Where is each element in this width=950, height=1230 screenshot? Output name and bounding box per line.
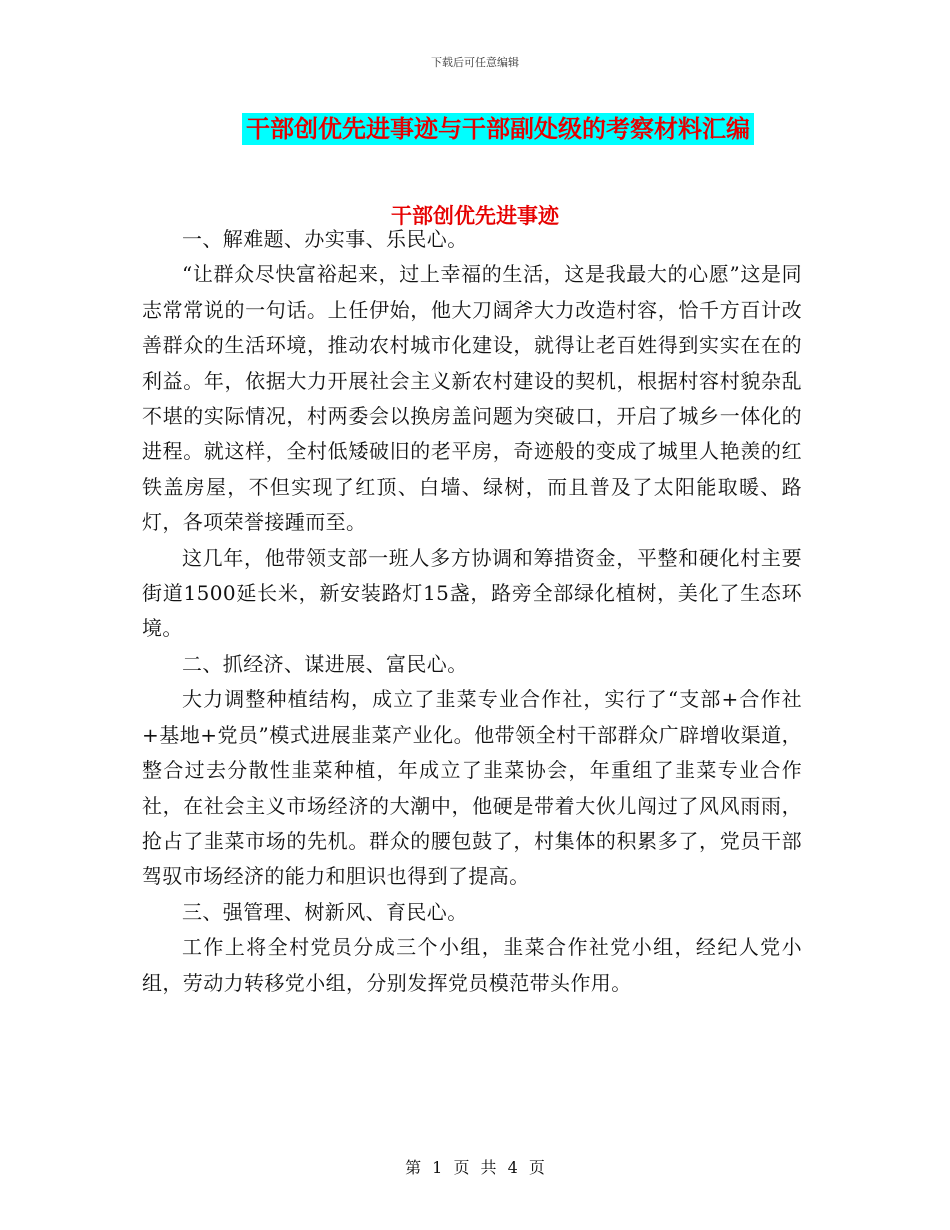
body-paragraph: “让群众尽快富裕起来，过上幸福的生活，这是我最大的心愿”这是同志常常说的一句话。上任伊始，他大刀阔斧大力改造村容，恰千方百计改善群众的生活环境，推动农村城市化建设，就得让老百姓得到实实在在的利益。年，依据大力开展社会主义新农村建设的契机，根据村容村貌杂乱不堪的实际情况，村两委会以换房盖问题为突破口，开启了城乡一体化的进程。就这样，全村低矮破旧的老平房，奇迹般的变成了城里人艳羡的红铁盖房屋，不但实现了红顶、白墙、绿树，而且普及了太阳能取暖、路灯，各项荣誉接踵而至。 [142, 262, 802, 535]
section-title: 干部创优先进事迹 [391, 204, 559, 228]
body-paragraph: 工作上将全村党员分成三个小组，韭菜合作社党小组，经纪人党小组，劳动力转移党小组，分别发挥党员模范带头作用。 [142, 935, 802, 995]
section-heading-2: 二、抓经济、谋进展、富民心。 [182, 651, 468, 676]
body-paragraph: 这几年，他带领支部一班人多方协调和筹措资金，平整和硬化村主要街道1500延长米，新安装路灯15盏，路旁全部绿化植树，美化了生态环境。 [142, 545, 802, 641]
body-paragraph: 大力调整种植结构，成立了韭菜专业合作社，实行了“支部+合作社+基地+党员”模式进展韭菜产业化。他带领全村干部群众广辟增收渠道，整合过去分散性韭菜种植，年成立了韭菜协会，年重组了韭菜专业合作社，在社会主义市场经济的大潮中，他硬是带着大伙儿闯过了风风雨雨，抢占了韭菜市场的先机。群众的腰包鼓了，村集体的积累多了，党员干部驾驭市场经济的能力和胆识也得到了提高。 [142, 687, 802, 889]
page-footer: 第 1 页 共 4 页 [405, 1158, 545, 1177]
section-heading-3: 三、强管理、树新风、育民心。 [182, 899, 468, 924]
section-heading-1: 一、解难题、办实事、乐民心。 [182, 227, 468, 251]
header-note: 下载后可任意编辑 [431, 56, 519, 69]
document-title-container [0, 113, 950, 145]
document-body [142, 222, 802, 1001]
document-title: 干部创优先进事迹与干部副处级的考察材料汇编 [242, 113, 754, 145]
